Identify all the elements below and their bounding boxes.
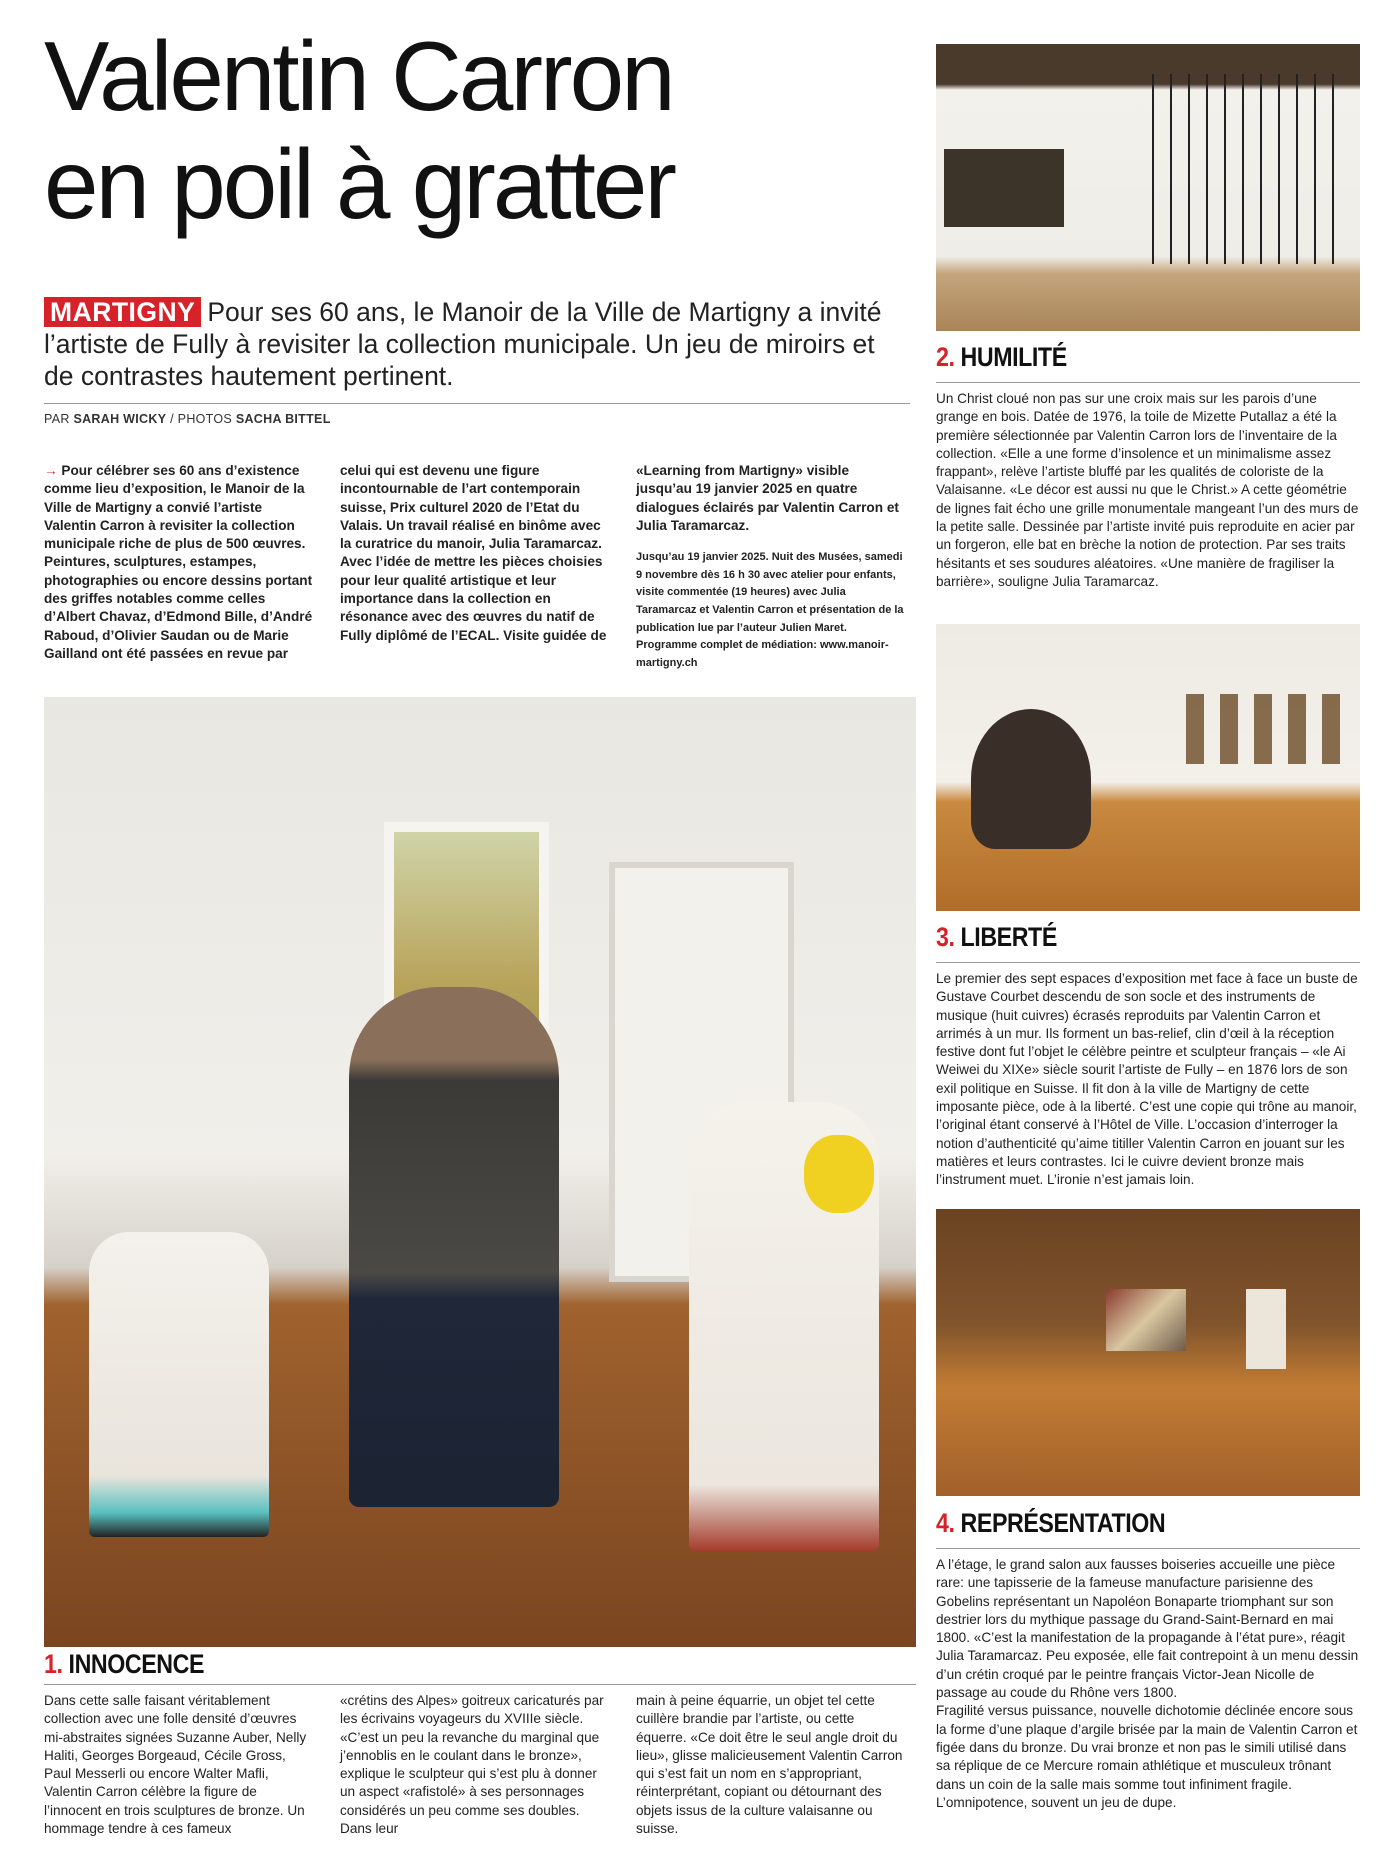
section-3-rule <box>936 962 1360 963</box>
photo-artist-figure <box>349 987 559 1507</box>
photo-door <box>1246 1289 1286 1369</box>
byline-author: SARAH WICKY <box>73 412 167 426</box>
section-4-text: A l’étage, le grand salon aux fausses boiseries accueille une pièce rare: une tapisserie de la fameuse manufacture parisienne des Gobelins représentant un Napoléon Bonaparte triomphant sur son destrier lors du mythique passage du Grand-Saint-Bernard en mai 1800. «C’est la manifestation de la propagande à l’état pure», réagit Julia Taramarcaz. Peu exposée, elle fait contrepoint à un menu dessin d’un crétin croqué par le peintre français Victor-Jean Nicolle de passage au coude du Rhône vers 1800. <box>936 1557 1359 1701</box>
section-4-rule <box>936 1548 1360 1549</box>
section-4-title <box>936 1508 1165 1539</box>
section-4-body <box>936 1556 1360 1812</box>
intro-column-2: celui qui est devenu une figure incontournable de l’art contemporain suisse, Prix culturel 2020 de l’Etat du Valais. Un travail réalisé en binôme avec la curatrice du manoir, Julia Taramarcaz. Avec l’idée de mettre les pièces choisies pour leur qualité artistique et leur importance dans la collection en résonance avec des œuvres du natif de Fully diplômé de l’ECAL. Visite guidée de <box>340 463 607 643</box>
section-2-label: HUMILITÉ <box>960 342 1067 372</box>
intro-column-3 <box>636 462 908 672</box>
photo-courbet-bust <box>971 709 1091 849</box>
lead-paragraph <box>44 296 904 392</box>
byline-photographer: SACHA BITTEL <box>235 412 331 426</box>
section-1-title <box>44 1649 204 1680</box>
section-4-number: 4. <box>936 1508 955 1538</box>
headline <box>44 22 904 238</box>
photo-christ-painting <box>944 149 1064 227</box>
intro-column-1 <box>44 462 316 663</box>
section-2-number: 2. <box>936 342 955 372</box>
section-1-number: 1. <box>44 1649 63 1679</box>
lead-text: Pour ses 60 ans, le Manoir de la Ville de Martigny a invité l’artiste de Fully à revisiter la collection municipale. Un jeu de miroirs et de contrastes hautement pertinent. <box>44 297 882 391</box>
photo-humilite <box>936 44 1360 331</box>
section-1-label: INNOCENCE <box>68 1649 205 1679</box>
main-photo-artist <box>44 697 916 1647</box>
divider <box>44 403 910 404</box>
section-2-title <box>936 342 1067 373</box>
photo-yellow-mask <box>804 1135 874 1213</box>
headline-line-2: en poil à gratter <box>44 129 674 239</box>
section-1-column-2: «crétins des Alpes» goitreux caricaturés par les écrivains voyageurs du XVIIIe siècle. «C’est un peu la revanche du marginal que j’ennoblis en le coulant dans le bronze», explique le sculpteur qui s’est plu à donner un aspect «rafistolé» à ses personnages considérés un peu comme ses doubles. Dans leur <box>340 1693 604 1837</box>
section-4-label: REPRÉSENTATION <box>960 1508 1166 1538</box>
photo-liberte <box>936 624 1360 911</box>
photo-brass-instruments <box>1186 694 1346 764</box>
arrow-icon: → <box>44 463 58 478</box>
section-1-column-3: main à peine équarrie, un objet tel cette cuillère brandie par l’artiste, ou cette équerre. «Ce doit être le seul angle droit du lieu», glisse malicieusement Valentin Carron qui s’est fait un nom en s’appropriant, réinterprétant, copiant ou détournant des objets issus de la culture valaisanne ou suisse. <box>636 1693 903 1837</box>
section-3-title <box>936 922 1057 953</box>
photo-representation <box>936 1209 1360 1496</box>
section-3-number: 3. <box>936 922 955 952</box>
section-2-text: Un Christ cloué non pas sur une croix mais sur les parois d’une grange en bois. Datée de 1976, la toile de Mizette Putallaz a été la première sélectionnée par Valentin Carron lors de l’inventaire de la collection. «Elle a une forme d’insolence et un minimalisme assez frappant», relève l’artiste bluffé par les qualités de coloriste de la Valaisanne. «Le décor est aussi nu que le Christ.» A cette géométrie de lignes fait écho une grille monumentale mangeant l’un des murs de la petite salle. Dessinée par l’artiste invité puis reproduite en acier par un forgeron, elle bat en brèche la notion de protection. Par ses traits hésitants et ses soudures aléatoires. «Une manière de fragiliser la barrière», souligne Julia Taramarcaz. <box>936 391 1359 589</box>
section-3-label: LIBERTÉ <box>960 922 1057 952</box>
photo-iron-grille <box>1136 74 1336 264</box>
intro-text-3: «Learning from Martigny» visible jusqu’au 19 janvier 2025 en quatre dialogues éclairés par Valentin Carron et Julia Taramarcaz. <box>636 463 899 533</box>
section-2-rule <box>936 382 1360 383</box>
kicker-label: MARTIGNY <box>44 297 201 327</box>
byline <box>44 412 331 426</box>
section-3-text: Le premier des sept espaces d’exposition met face à face un buste de Gustave Courbet descendu de son socle et des instruments de musique (huit cuivres) écrasés reproduits par Valentin Carron et arrimés à un mur. Ils forment un bas-relief, clin d’œil à la réception festive dont fut l’objet le célèbre peintre et sculpteur français – «le Ai Weiwei du XIXe» siècle sourit l’artiste de Fully – en 1876 lors de son exil politique en Suisse. Il fit don à la ville de Martigny de cette imposante pièce, ode à la liberté. C’est une copie qui trône au manoir, l’original étant conservé à l’Hôtel de Ville. L’occasion d’interroger la notion d’authenticité qu’aime titiller Valentin Carron en jouant sur les matières et leurs contrastes. Ici le cuivre devient bronze mais l’instrument muet. L’ironie n’est jamais loin. <box>936 971 1358 1188</box>
photo-napoleon-tapestry <box>1106 1289 1186 1351</box>
photo-sculpture-left <box>89 1232 269 1537</box>
practical-info: Jusqu’au 19 janvier 2025. Nuit des Musées, samedi 9 novembre dès 16 h 30 avec atelier pour enfants, visite commentée (19 heures) avec Julia Taramarcaz et Valentin Carron et présentation de la publication lue par l’auteur Julien Maret. Programme complet de médiation: www.manoir-martigny.ch <box>636 551 904 669</box>
section-1-rule <box>44 1684 916 1685</box>
section-4-text-2: Fragilité versus puissance, nouvelle dichotomie déclinée encore sous la forme d’une plaque d’argile brisée par la main de Valentin Carron et figée dans du bronze. Du vrai bronze et non pas le simili utilisé dans sa réplique de ce Mercure romain athlétique et musculeux trônant dans un coin de la salle mais somme tout infiniment fragile. L’omnipotence, souvent un jeu de dupe. <box>936 1703 1358 1810</box>
section-1-column-1: Dans cette salle faisant véritablement collection avec une folle densité d’œuvres mi-abstraites signées Suzanne Auber, Nelly Haliti, Georges Borgeaud, Cécile Gross, Paul Messerli ou encore Walter Mafli, Valentin Carron célèbre la figure de l’innocent en trois sculptures de bronze. Un hommage tendre à ces fameux <box>44 1693 307 1837</box>
headline-line-1: Valentin Carron <box>44 21 673 131</box>
intro-text-1: Pour célébrer ses 60 ans d’existence comme lieu d’exposition, le Manoir de la Ville de Martigny a convié l’artiste Valentin Carron à revisiter la collection municipale riche de plus de 500 œuvres. Peintures, sculptures, estampes, photographies ou encore dessins portant des griffes notables comme celles d’Albert Chavaz, d’Edmond Bille, d’André Raboud, d’Olivier Saudan ou de Marie Gailland ont été passées en revue par <box>44 463 313 661</box>
byline-photos: / PHOTOS <box>170 412 233 426</box>
byline-par: PAR <box>44 412 70 426</box>
